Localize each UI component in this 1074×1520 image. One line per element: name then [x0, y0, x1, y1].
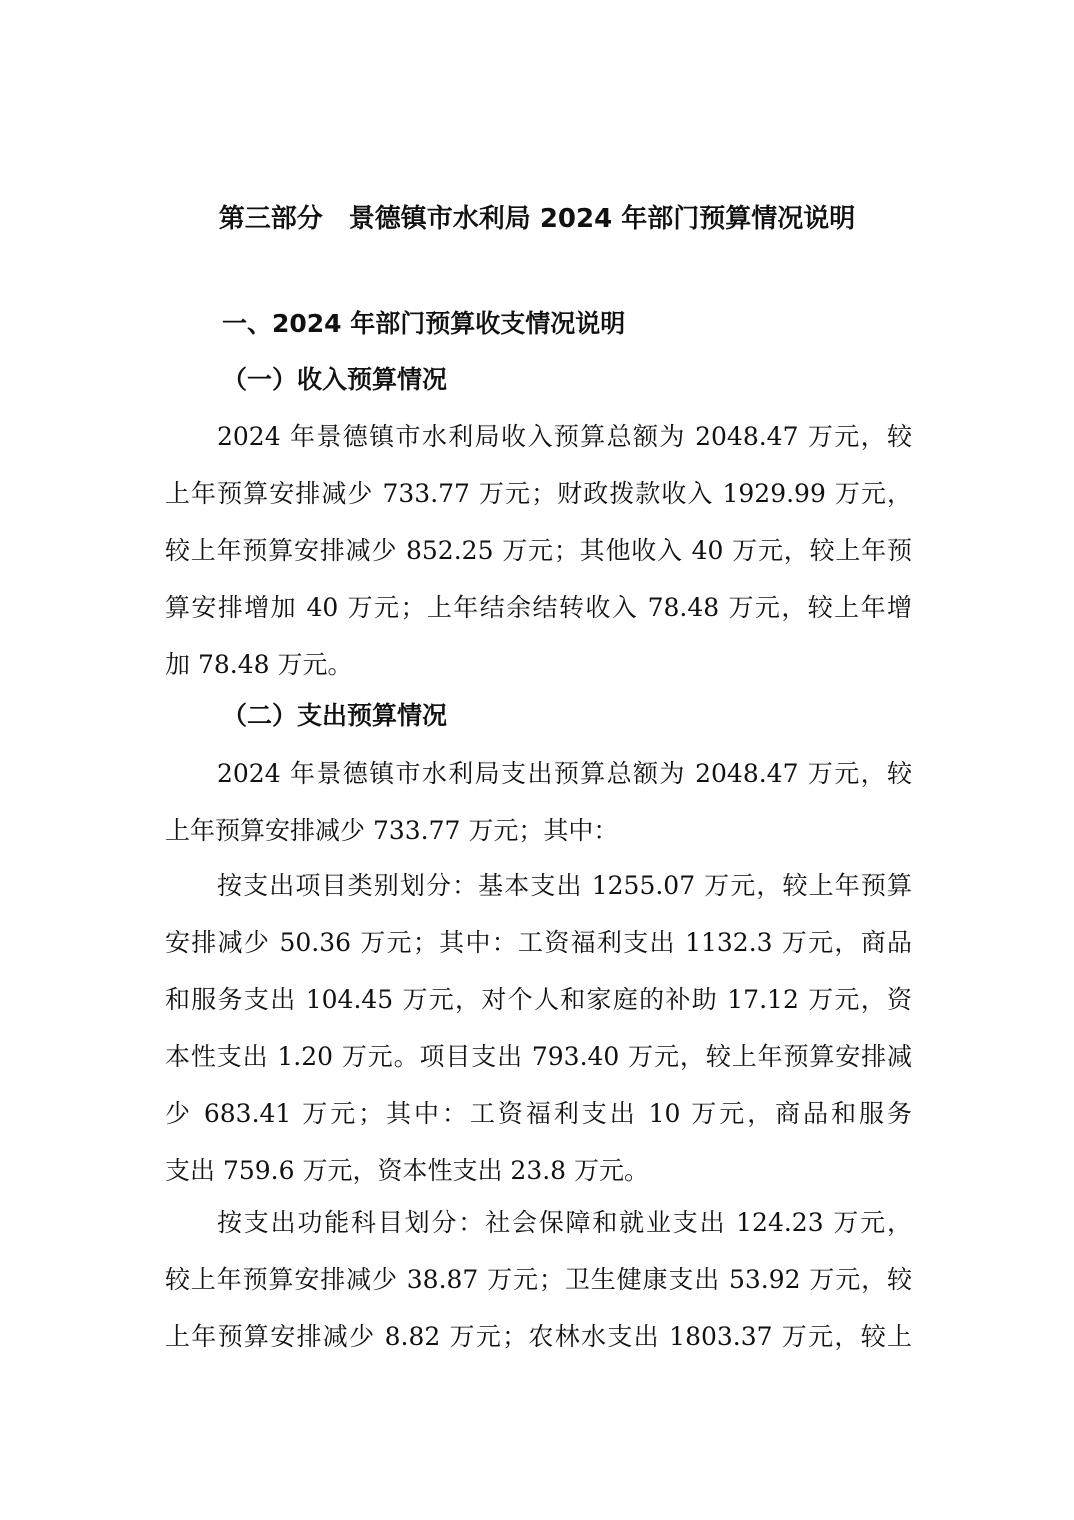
- text-line: 少 683.41 万元；其中：工资福利支出 10 万元，商品和服务: [165, 1099, 912, 1128]
- text-line: 和服务支出 104.45 万元，对个人和家庭的补助 17.12 万元，资: [165, 985, 912, 1014]
- text-line: 较上年预算安排减少 852.25 万元；其他收入 40 万元，较上年预: [165, 536, 912, 565]
- text-line: 加 78.48 万元。: [165, 650, 353, 679]
- text-line: 算安排增加 40 万元；上年结余结转收入 78.48 万元，较上年增: [165, 593, 912, 622]
- text-line: 上年预算安排减少 8.82 万元；农林水支出 1803.37 万元，较上: [165, 1322, 912, 1351]
- text-line: 2024 年景德镇市水利局收入预算总额为 2048.47 万元，较: [217, 422, 912, 451]
- text-line: 较上年预算安排减少 38.87 万元；卫生健康支出 53.92 万元，较: [165, 1265, 912, 1294]
- text-line: 上年预算安排减少 733.77 万元；财政拨款收入 1929.99 万元，: [165, 479, 912, 508]
- paragraph-expense-by-function: [165, 1194, 912, 1365]
- subsection-heading-income: （一）收入预算情况: [222, 365, 448, 394]
- text-line: 本性支出 1.20 万元。项目支出 793.40 万元，较上年预算安排减: [165, 1042, 912, 1071]
- text-line: 按支出功能科目划分：社会保障和就业支出 124.23 万元，: [217, 1208, 912, 1237]
- text-line: 按支出项目类别划分：基本支出 1255.07 万元，较上年预算: [217, 871, 912, 900]
- text-line: 安排减少 50.36 万元；其中：工资福利支出 1132.3 万元，商品: [165, 928, 912, 957]
- page-title: 第三部分 景德镇市水利局 2024 年部门预算情况说明: [218, 204, 856, 234]
- text-line: 2024 年景德镇市水利局支出预算总额为 2048.47 万元，较: [217, 759, 912, 788]
- section-heading: 一、2024 年部门预算收支情况说明: [222, 309, 626, 338]
- paragraph-expense-by-type: [165, 857, 912, 1199]
- subsection-heading-expense: （二）支出预算情况: [222, 701, 448, 730]
- paragraph-expense-total: [165, 745, 912, 859]
- text-line: 支出 759.6 万元，资本性支出 23.8 万元。: [165, 1156, 650, 1185]
- text-line: 上年预算安排减少 733.77 万元；其中：: [165, 816, 619, 845]
- paragraph-income: [165, 408, 912, 693]
